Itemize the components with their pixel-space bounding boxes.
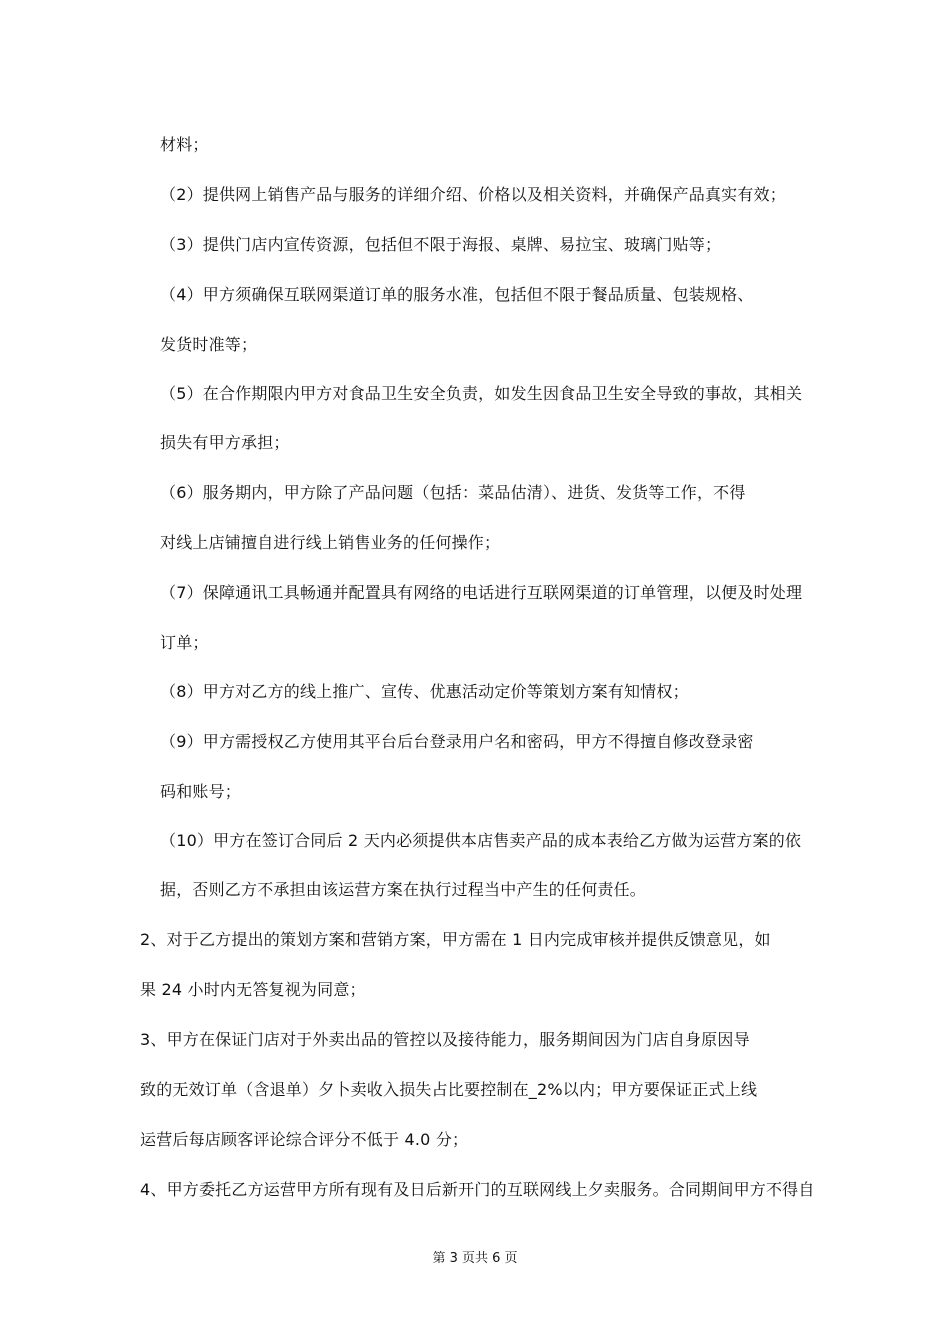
text-line: （2）提供网上销售产品与服务的详细介绍、价格以及相关资料，并确保产品真实有效； xyxy=(160,185,786,204)
text-line: （4）甲方须确保互联网渠道订单的服务水准，包括但不限于餐品质量、包装规格、 xyxy=(160,285,754,304)
text-line: （10）甲方在签订合同后 2 天内必须提供本店售卖产品的成本表给乙方做为运营方案的依 xyxy=(160,831,802,850)
text-line: 材料； xyxy=(160,135,209,154)
text-line: 2、对于乙方提出的策划方案和营销方案，甲方需在 1 日内完成审核并提供反馈意见，如 xyxy=(140,930,771,949)
text-line: 运营后每店顾客评论综合评分不低于 4.0 分； xyxy=(140,1130,469,1149)
text-line: 4、甲方委托乙方运营甲方所有现有及日后新开门的互联网线上夕卖服务。合同期间甲方不得自 xyxy=(140,1180,815,1199)
text-line: 3、甲方在保证门店对于外卖出品的管控以及接待能力，服务期间因为门店自身原因导 xyxy=(140,1030,750,1049)
page-number: 第 3 页共 6 页 xyxy=(432,1251,518,1266)
text-line: 损失有甲方承担； xyxy=(160,433,290,452)
text-line: （7）保障通讯工具畅通并配置具有网络的电话进行互联网渠道的订单管理，以便及时处理 xyxy=(160,583,803,602)
text-line: （8）甲方对乙方的线上推广、宣传、优惠活动定价等策划方案有知情权； xyxy=(160,682,689,701)
text-line: （5）在合作期限内甲方对食品卫生安全负责，如发生因食品卫生安全导致的事故，其相关 xyxy=(160,384,803,403)
text-line: 码和账号； xyxy=(160,782,242,801)
text-line: 致的无效订单（含退单）夕卜卖收入损失占比要控制在_2%以内；甲方要保证正式上线 xyxy=(140,1080,758,1099)
text-line: （3）提供门店内宣传资源，包括但不限于海报、桌牌、易拉宝、玻璃门贴等； xyxy=(160,235,722,254)
text-line: （9）甲方需授权乙方使用其平台后台登录用户名和密码，甲方不得擅自修改登录密 xyxy=(160,732,754,751)
text-line: 据，否则乙方不承担由该运营方案在执行过程当中产生的任何责任。 xyxy=(160,880,647,899)
text-line: （6）服务期内，甲方除了产品问题（包括：菜品估清）、进货、发货等工作，不得 xyxy=(160,483,746,502)
text-line: 果 24 小时内无答复视为同意； xyxy=(140,980,366,999)
text-line: 订单； xyxy=(160,633,209,652)
text-line: 对线上店铺擅自进行线上销售业务的任何操作； xyxy=(160,533,501,552)
text-line: 发货时准等； xyxy=(160,335,258,354)
